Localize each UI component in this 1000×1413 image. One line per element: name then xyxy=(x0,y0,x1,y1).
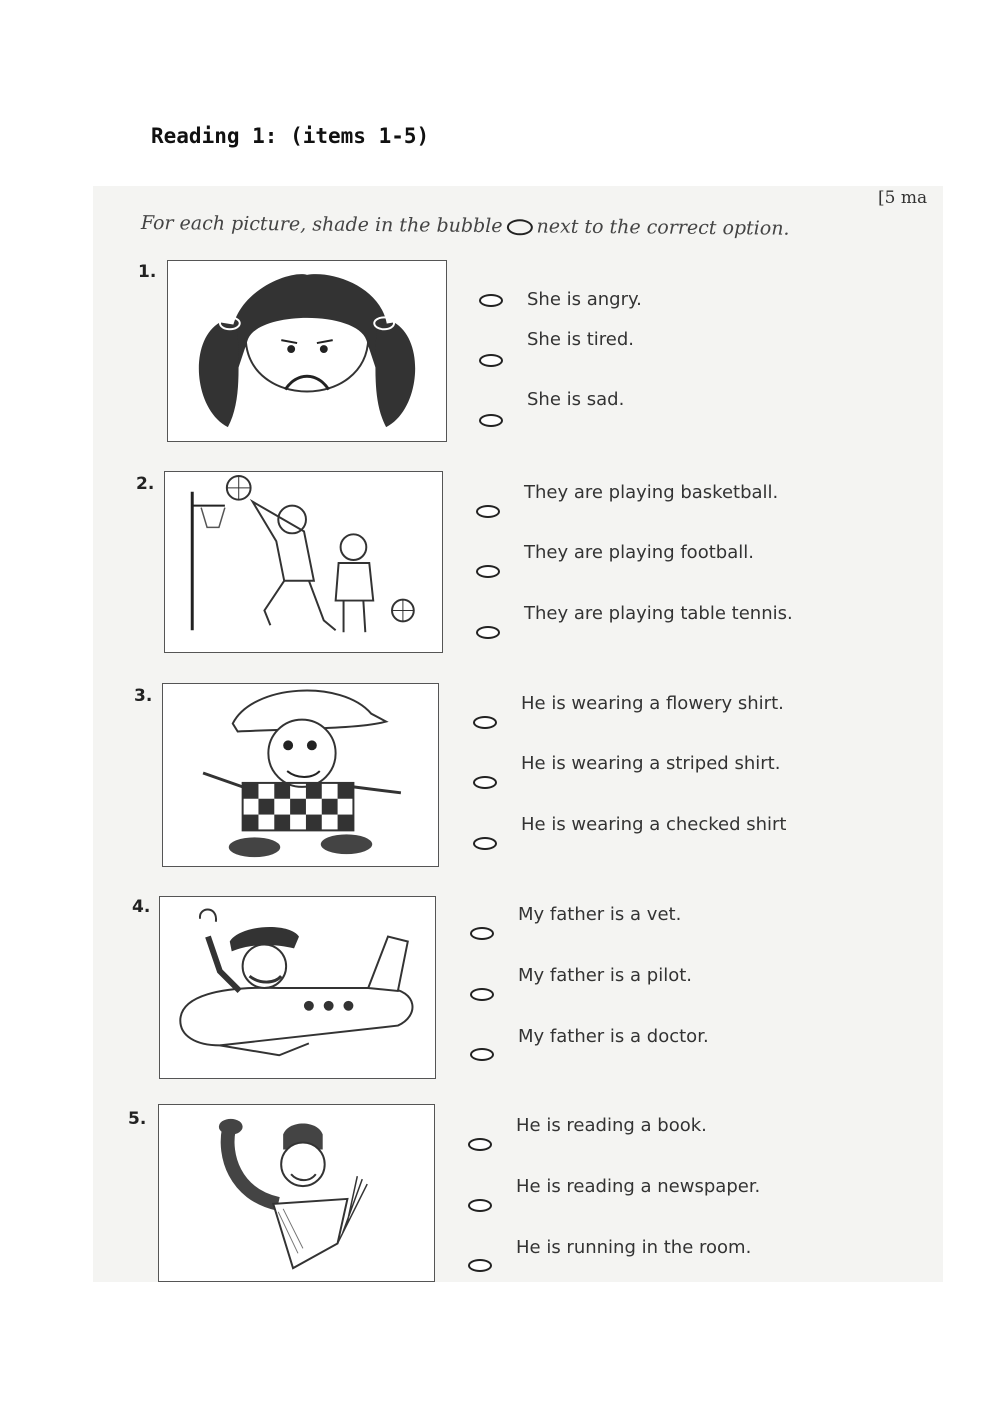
item-5-option-2-bubble[interactable] xyxy=(468,1199,492,1212)
item-1-option-2-bubble[interactable] xyxy=(479,354,503,367)
instruction-text-after: next to the correct option. xyxy=(536,215,790,240)
item-1-option-3-text: She is sad. xyxy=(527,389,625,410)
item-2-option-1-text: They are playing basketball. xyxy=(524,482,779,503)
item-2-option-2-text: They are playing football. xyxy=(524,542,754,563)
item-5-option-3-bubble[interactable] xyxy=(468,1259,492,1272)
boy-checked-shirt-icon xyxy=(162,683,439,867)
pilot-airplane-icon xyxy=(159,896,436,1079)
item-3-option-1-bubble[interactable] xyxy=(473,716,497,729)
item-1-option-1-bubble[interactable] xyxy=(479,294,503,307)
item-2-option-3-text: They are playing table tennis. xyxy=(524,603,793,624)
page-heading: Reading 1: (items 1-5) xyxy=(151,124,430,148)
bubble-icon xyxy=(506,219,532,235)
boy-reading-book-icon xyxy=(158,1104,435,1282)
item-1-number: 1. xyxy=(138,262,157,282)
item-2-number: 2. xyxy=(136,474,155,494)
item-3-number: 3. xyxy=(134,686,153,706)
item-2-option-3-bubble[interactable] xyxy=(476,626,500,639)
item-5-option-1-text: He is reading a book. xyxy=(516,1115,707,1136)
basketball-players-icon xyxy=(164,471,443,653)
marks-label: [5 ma xyxy=(878,188,928,208)
item-3-option-3-bubble[interactable] xyxy=(473,837,497,850)
item-4-option-2-bubble[interactable] xyxy=(470,988,494,1001)
item-4-number: 4. xyxy=(132,897,151,917)
sad-girl-face-icon xyxy=(167,260,447,442)
item-5-option-2-text: He is reading a newspaper. xyxy=(516,1176,761,1197)
item-5-option-3-text: He is running in the room. xyxy=(516,1237,752,1258)
item-1-option-2-text: She is tired. xyxy=(527,329,635,350)
item-4-option-1-text: My father is a vet. xyxy=(518,904,682,925)
item-4-option-2-text: My father is a pilot. xyxy=(518,965,693,986)
item-3-option-2-bubble[interactable] xyxy=(473,776,497,789)
item-4-option-3-text: My father is a doctor. xyxy=(518,1026,709,1047)
item-2-option-2-bubble[interactable] xyxy=(476,565,500,578)
item-4-option-1-bubble[interactable] xyxy=(470,927,494,940)
item-3-option-1-text: He is wearing a flowery shirt. xyxy=(521,693,784,714)
item-1-option-1-text: She is angry. xyxy=(527,289,642,310)
instruction-text-before: For each picture, shade in the bubble xyxy=(140,212,503,238)
item-4-option-3-bubble[interactable] xyxy=(470,1048,494,1061)
item-2-option-1-bubble[interactable] xyxy=(476,505,500,518)
item-1-option-3-bubble[interactable] xyxy=(479,414,503,427)
item-5-number: 5. xyxy=(128,1109,147,1129)
item-3-option-2-text: He is wearing a striped shirt. xyxy=(521,753,781,774)
item-3-option-3-text: He is wearing a checked shirt xyxy=(521,814,787,835)
item-5-option-1-bubble[interactable] xyxy=(468,1138,492,1151)
